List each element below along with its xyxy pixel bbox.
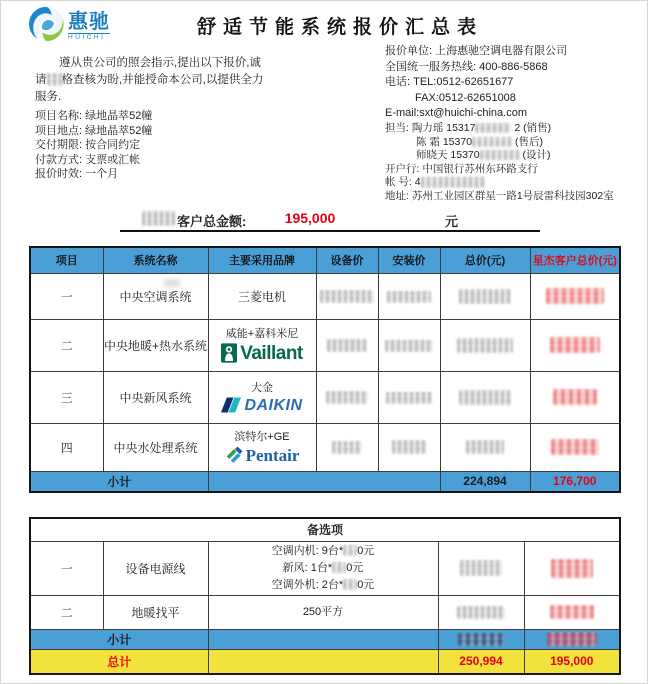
pentair-wordmark: Pentair (245, 446, 300, 465)
huichi-swirl-icon (27, 5, 65, 48)
total-price-redacted (440, 423, 530, 471)
redaction-blur (332, 562, 346, 573)
redaction-blur (466, 440, 504, 454)
company-logo (27, 5, 110, 48)
redaction-blur (459, 289, 511, 304)
option-name: 地暖找平 (103, 595, 208, 629)
desc-line: 新风: 1台* 0元 (282, 561, 364, 574)
row-no: 三 (30, 371, 103, 423)
equipment-price-redacted (316, 423, 378, 471)
redaction-blur (320, 290, 374, 303)
vaillant-emblem-icon (221, 343, 237, 366)
grand-total-label: 总计 (30, 649, 208, 674)
col-header-system: 系统名称 (103, 247, 208, 273)
vendor-fax: FAX:0512-62651008 (415, 91, 516, 104)
brand-daikin: 大金 DAIKIN (208, 371, 316, 423)
intro-line2: 请 格查核为盼,并能授命本公司,以提供全力 (35, 74, 264, 86)
intro-line1: 遵从贵公司的照会指示,提出以下报价,诚 (59, 57, 261, 69)
redaction-blur (458, 633, 504, 646)
option-description: 250平方 (208, 595, 438, 629)
customer-price-redacted (530, 273, 620, 319)
account-number: 帐 号: 4 (385, 176, 614, 190)
redaction-blur (472, 137, 512, 147)
redaction-blur (457, 606, 505, 619)
redaction-blur (460, 560, 502, 576)
quotation-table (29, 246, 621, 493)
project-location: 项目地点: 绿地晶萃52幢 (35, 124, 153, 137)
subtotal-spacer (208, 629, 438, 649)
total-price-redacted (438, 595, 524, 629)
project-name: 项目名称: 绿地晶萃52幢 (35, 110, 153, 122)
contact-design: 师晓天 15370 (设计) (416, 149, 551, 162)
table-row (30, 319, 620, 371)
desc-line: 空调外机: 2台* 0元 (271, 578, 375, 591)
total-price-redacted (440, 371, 530, 423)
brand-vaillant: 威能+嘉科米尼 Vaillant (208, 319, 316, 371)
system-name: 中央水处理系统 (103, 423, 208, 471)
row-no: 一 (30, 541, 103, 595)
customer-total-amount: 195,000 (284, 210, 336, 226)
install-price-redacted (378, 273, 440, 319)
project-info (35, 109, 152, 182)
redaction-blur (47, 73, 62, 86)
system-name: 中央空调系统 (103, 273, 208, 319)
logo-text-en: HUICHI (68, 33, 110, 42)
total-price-redacted (438, 541, 524, 595)
subtotal-label: 小计 (30, 629, 208, 649)
grand-total-spacer (208, 649, 438, 674)
customer-price-redacted (524, 595, 620, 629)
options-title-row (30, 518, 620, 541)
redaction-blur-red (547, 632, 597, 646)
brand-mitsubishi: 三菱电机 (208, 273, 316, 319)
redaction-blur (387, 291, 431, 303)
redaction-blur (332, 441, 362, 454)
col-header-item: 项目 (30, 247, 103, 273)
redaction-blur-red (553, 389, 597, 405)
contact-aftersales: 陈 霜 15370 (售后) (416, 135, 543, 148)
col-header-equipment-price: 设备价 (316, 247, 378, 273)
redaction-blur (343, 545, 357, 556)
subtotal-spacer (208, 471, 440, 492)
col-header-customer-price: 星杰客户总价(元) (530, 247, 620, 273)
scan-smudge (164, 279, 180, 287)
subtotal-total: 224,894 (440, 471, 530, 492)
redaction-blur (457, 338, 513, 353)
option-description (208, 541, 438, 595)
redaction-blur (326, 391, 368, 404)
install-price-redacted (378, 371, 440, 423)
intro-paragraph (35, 55, 297, 106)
grand-total-customer-amount: 195,000 (524, 649, 620, 674)
redaction-blur-red (550, 605, 594, 619)
options-table (29, 517, 621, 675)
grand-total-amount: 250,994 (438, 649, 524, 674)
document-title: 舒适节能系统报价汇总表 (196, 17, 483, 38)
subtotal-row (30, 629, 620, 649)
table-row (30, 541, 620, 595)
table-row (30, 273, 620, 319)
col-header-total-price: 总价(元) (440, 247, 530, 273)
col-header-brand: 主要采用品牌 (208, 247, 316, 273)
customer-price-redacted (530, 319, 620, 371)
subtotal-customer-redacted (524, 629, 620, 649)
redaction-blur (459, 390, 511, 405)
daikin-mark-icon (221, 397, 241, 416)
equipment-price-redacted (316, 371, 378, 423)
redaction-blur (475, 123, 511, 133)
option-name: 设备电源线 (103, 541, 208, 595)
subtotal-row (30, 471, 620, 492)
total-price-redacted (440, 273, 530, 319)
customer-total-line (120, 208, 540, 232)
vendor-info (385, 44, 567, 122)
redaction-blur (327, 339, 367, 352)
bank-info: 开户行: 中国银行苏州东环路支行 (385, 162, 538, 175)
redaction-blur (480, 150, 520, 160)
customer-price-redacted (530, 371, 620, 423)
desc-line: 空调内机: 9台* 0元 (271, 544, 375, 557)
system-name: 中央地暖+热水系统 (103, 319, 208, 371)
customer-total-label: 客户总金额: (177, 214, 247, 229)
customer-price-redacted (524, 541, 620, 595)
redaction-blur-red (551, 439, 599, 455)
row-no: 二 (30, 595, 103, 629)
contact-info (385, 122, 614, 204)
grand-total-row (30, 649, 620, 674)
customer-price-redacted (530, 423, 620, 471)
vendor-email: E-mail:sxt@huichi-china.com (385, 107, 527, 119)
payment-method: 付款方式: 支票或汇帐 (35, 153, 141, 166)
system-name: 中央新风系统 (103, 371, 208, 423)
customer-total-unit: 元 (445, 214, 459, 229)
vaillant-wordmark: Vaillant (240, 343, 303, 364)
row-no: 二 (30, 319, 103, 371)
vendor-company: 报价单位: 上海惠驰空调电器有限公司 (385, 45, 568, 57)
daikin-wordmark: DAIKIN (244, 397, 303, 414)
col-header-install-price: 安装价 (378, 247, 440, 273)
redaction-blur (142, 211, 175, 226)
table-row (30, 371, 620, 423)
redaction-blur-red (551, 559, 593, 578)
table-row (30, 595, 620, 629)
quote-validity: 报价时效: 一个月 (35, 168, 119, 181)
subtotal-customer-total: 176,700 (530, 471, 620, 492)
redaction-blur (392, 440, 426, 454)
redaction-blur (386, 392, 432, 404)
total-price-redacted (440, 319, 530, 371)
redaction-blur (421, 177, 485, 188)
pentair-diamond-icon (225, 446, 243, 467)
vendor-hotline: 全国统一服务热线: 400-886-5868 (385, 60, 548, 73)
vendor-tel: 电话: TEL:0512-62651677 (385, 76, 514, 88)
table-header-row (30, 247, 620, 273)
redaction-blur (385, 340, 433, 352)
delivery-term: 交付期限: 按合同约定 (35, 139, 141, 152)
row-no: 一 (30, 273, 103, 319)
install-price-redacted (378, 423, 440, 471)
company-address: 地址: 苏州工业园区群星一路1号辰雷科技园302室 (385, 189, 614, 202)
equipment-price-redacted (316, 319, 378, 371)
logo-text-cn: 惠驰 (68, 10, 110, 33)
redaction-blur (343, 579, 357, 590)
install-price-redacted (378, 319, 440, 371)
row-no: 四 (30, 423, 103, 471)
intro-line3: 服务. (35, 91, 62, 103)
options-title: 备选项 (30, 518, 620, 541)
subtotal-total-redacted (438, 629, 524, 649)
redaction-blur-red (550, 337, 600, 353)
subtotal-label: 小计 (30, 471, 208, 492)
equipment-price-redacted (316, 273, 378, 319)
brand-pentair: 滨特尔+GE Pentair (208, 423, 316, 471)
table-row (30, 423, 620, 471)
contact-sales: 担当: 陶力瑶 15317 2 (销售) (385, 122, 552, 134)
redaction-blur-red (546, 288, 604, 304)
